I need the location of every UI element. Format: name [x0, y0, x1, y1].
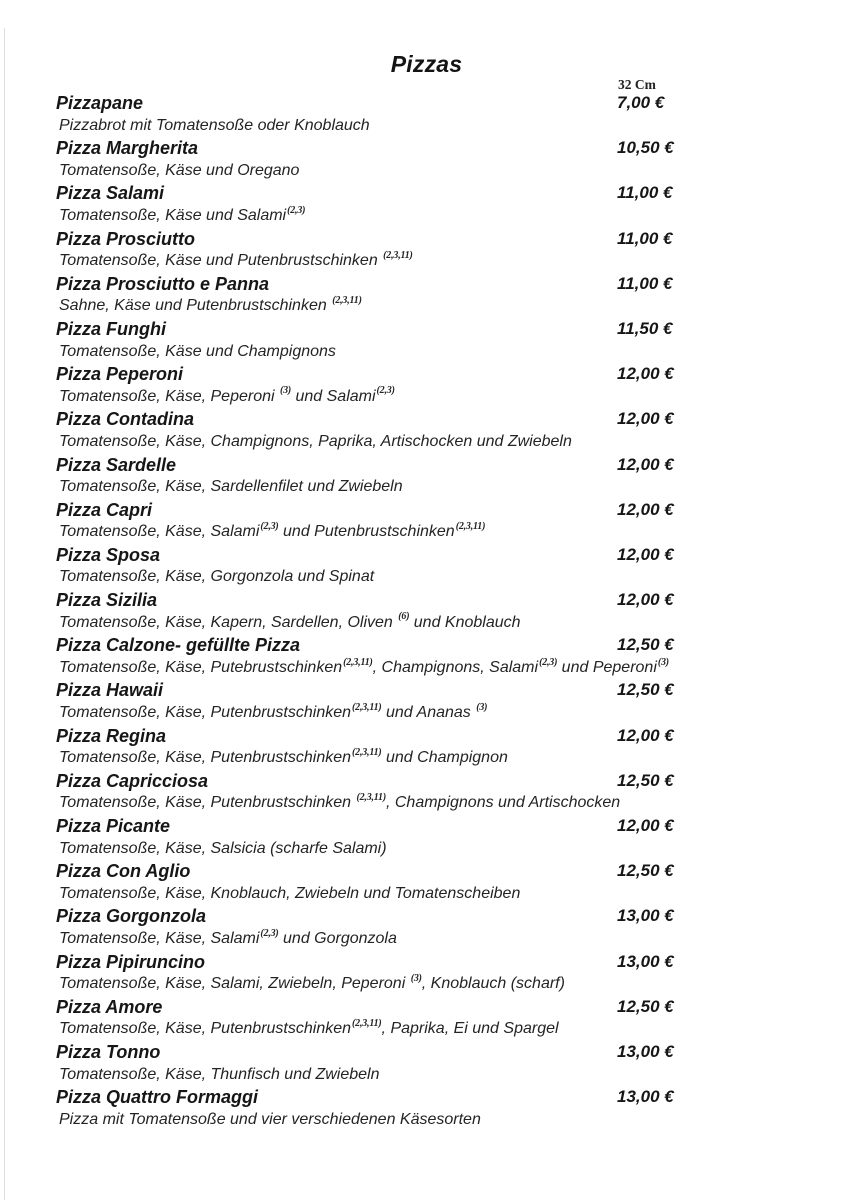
item-description: Tomatensoße, Käse, Putenbrustschinken $^{(2,3,11)}$, Champignons und Artischocken	[59, 792, 621, 812]
item-price: 12,50 €	[617, 770, 674, 790]
footnote-ref: (2,3,11)	[383, 249, 413, 261]
item-description: Tomatensoße, Käse, Salami$^{(2,3)}$ und Putenbrustschinken$^{(2,3,11)}$	[59, 520, 486, 541]
footnote-ref: (2,3)	[376, 385, 395, 397]
item-description: Tomatensoße, Käse, Salami, Zwiebeln, Peperoni $^{(3)}$, Knoblauch (scharf)	[59, 972, 565, 993]
item-name: Pizza Picante	[56, 816, 171, 836]
menu-item	[0, 679, 853, 724]
menu-item	[0, 951, 853, 996]
menu-item	[0, 273, 853, 318]
item-price: 12,00 €	[617, 816, 674, 835]
item-description: Tomatensoße, Käse, Gorgonzola und Spinat	[59, 568, 375, 586]
item-name: Pizza Sizilia	[56, 590, 158, 611]
item-price: 11,00 €	[617, 183, 673, 203]
item-description: Tomatensoße, Käse, Sardellenfilet und Zwiebeln	[59, 478, 403, 496]
item-price: 12,00 €	[617, 454, 674, 474]
footnote-ref: (3)	[476, 701, 488, 713]
item-name: Pizza Salami	[56, 183, 165, 204]
item-name: Pizzapane	[56, 93, 144, 113]
item-description: Pizza mit Tomatensoße und vier verschiedenen Käsesorten	[59, 1110, 481, 1128]
item-price: 11,00 €	[617, 273, 673, 293]
item-description: Tomatensoße, Käse, Kapern, Sardellen, Oliven $^{(6)}$ und Knoblauch	[59, 611, 521, 631]
item-price: 12,50 €	[617, 635, 674, 655]
item-price: 12,00 €	[617, 725, 674, 745]
item-description: Tomatensoße, Käse und Salami$^{(2,3)}$	[59, 204, 306, 224]
menu-item	[0, 182, 853, 227]
item-name: Pizza Margherita	[56, 138, 199, 159]
item-name: Pizza Amore	[56, 996, 163, 1017]
item-name: Pizza Funghi	[56, 318, 166, 339]
item-name: Pizza Hawaii	[56, 680, 164, 701]
menu-item	[0, 318, 853, 363]
menu-item	[0, 1086, 853, 1131]
item-name: Pizza Quattro Formaggi	[56, 1087, 259, 1108]
footnote-ref: (2,3)	[260, 927, 279, 939]
menu-items	[0, 92, 853, 1131]
item-price: 12,50 €	[617, 861, 674, 881]
menu-item	[0, 363, 853, 408]
menu-item	[0, 589, 853, 634]
menu-item	[0, 905, 853, 950]
menu-item	[0, 499, 853, 544]
item-price: 11,50 €	[617, 318, 673, 338]
footnote-ref: (2,3,11)	[352, 746, 382, 758]
footnote-ref: (2,3)	[260, 520, 279, 532]
item-name: Pizza Contadina	[56, 409, 195, 430]
item-name: Pizza Regina	[56, 725, 167, 746]
item-name: Pizza Pipiruncino	[56, 951, 206, 972]
item-name: Pizza Con Aglio	[56, 861, 191, 882]
item-price: 12,50 €	[617, 996, 674, 1016]
menu-item	[0, 544, 853, 589]
item-description: Tomatensoße, Käse und Putenbrustschinken $^{(2,3,11)}$	[59, 249, 413, 270]
menu-item	[0, 137, 853, 182]
item-description: Pizzabrot mit Tomatensoße oder Knoblauch	[59, 116, 370, 134]
item-name: Pizza Gorgonzola	[56, 906, 207, 927]
item-name: Pizza Capri	[56, 499, 153, 520]
item-description: Tomatensoße, Käse, Knoblauch, Zwiebeln und Tomatenscheiben	[59, 884, 521, 902]
item-name: Pizza Capricciosa	[56, 770, 209, 791]
page-title: Pizzas	[390, 51, 463, 77]
menu-item	[0, 815, 853, 860]
item-price: 12,00 €	[617, 364, 674, 384]
footnote-ref: (2,3,11)	[455, 520, 486, 532]
item-price: 13,00 €	[617, 906, 674, 926]
menu-item	[0, 770, 853, 815]
footnote-ref: (3)	[279, 385, 292, 397]
item-description: Tomatensoße, Käse, Putenbrustschinken$^{(2,3,11)}$ und Champignon	[59, 746, 508, 767]
menu-item	[0, 228, 853, 273]
footnote-ref: (2,3)	[287, 204, 306, 216]
menu-item	[0, 454, 853, 499]
footnote-ref: (2,3,11)	[343, 656, 373, 668]
footnote-ref: (6)	[398, 611, 410, 623]
item-description: Tomatensoße, Käse, Putebrustschinken$^{(2,3,11)}$, Champignons, Salami$^{(2,3)}$ und Peperoni$^{(3)}$	[59, 656, 669, 676]
item-price: 13,00 €	[617, 1087, 674, 1107]
item-price: 13,00 €	[617, 951, 674, 971]
footnote-ref: (3)	[657, 656, 669, 668]
item-name: Pizza Tonno	[56, 1041, 161, 1062]
footnote-ref: (3)	[410, 972, 422, 984]
item-description: Tomatensoße, Käse, Champignons, Paprika, Artischocken und Zwiebeln	[59, 432, 572, 450]
menu-item	[0, 92, 853, 137]
footnote-ref: (2,3)	[539, 656, 558, 668]
item-description: Tomatensoße, Käse und Champignons	[59, 342, 336, 360]
item-name: Pizza Prosciutto e Panna	[56, 273, 270, 294]
item-name: Pizza Prosciutto	[56, 228, 196, 249]
item-price: 12,00 €	[617, 499, 674, 519]
menu-item	[0, 1041, 853, 1086]
item-name: Pizza Sposa	[56, 544, 161, 565]
item-price: 13,00 €	[617, 1041, 674, 1061]
footnote-ref: (2,3,11)	[356, 792, 386, 804]
item-description: Tomatensoße, Käse, Putenbrustschinken$^{(2,3,11)}$ und Ananas $^{(3)}$	[59, 701, 488, 722]
item-price: 12,00 €	[617, 409, 674, 429]
menu-item	[0, 996, 853, 1041]
item-price: 11,00 €	[617, 228, 673, 248]
footnote-ref: (2,3,11)	[352, 701, 382, 713]
item-name: Pizza Peperoni	[56, 364, 184, 385]
menu-item	[0, 860, 853, 905]
item-description: Tomatensoße, Käse, Salami$^{(2,3)}$ und Gorgonzola	[59, 927, 397, 947]
menu-item	[0, 408, 853, 453]
item-description: Tomatensoße, Käse, Peperoni $^{(3)}$ und Salami$^{(2,3)}$	[59, 385, 395, 405]
footnote-ref: (2,3,11)	[352, 1018, 382, 1030]
item-description: Tomatensoße, Käse und Oregano	[59, 161, 300, 179]
item-price: 12,00 €	[617, 544, 674, 564]
item-price: 12,50 €	[617, 680, 674, 700]
menu-item	[0, 634, 853, 679]
size-column-header: 32 Cm	[618, 77, 656, 92]
item-description: Tomatensoße, Käse, Salsicia (scharfe Salami)	[59, 839, 387, 857]
item-name: Pizza Sardelle	[56, 454, 177, 475]
item-name: Pizza Calzone- gefüllte Pizza	[56, 635, 301, 656]
item-price: 12,00 €	[617, 590, 674, 610]
item-price: 7,00 €	[617, 93, 665, 112]
footnote-ref: (2,3,11)	[332, 295, 362, 307]
item-description: Tomatensoße, Käse, Thunfisch und Zwiebeln	[59, 1065, 380, 1083]
item-price: 10,50 €	[617, 138, 674, 158]
item-description: Tomatensoße, Käse, Putenbrustschinken$^{(2,3,11)}$, Paprika, Ei und Spargel	[59, 1018, 559, 1038]
menu-item	[0, 725, 853, 770]
item-description: Sahne, Käse und Putenbrustschinken $^{(2,3,11)}$	[59, 295, 362, 315]
